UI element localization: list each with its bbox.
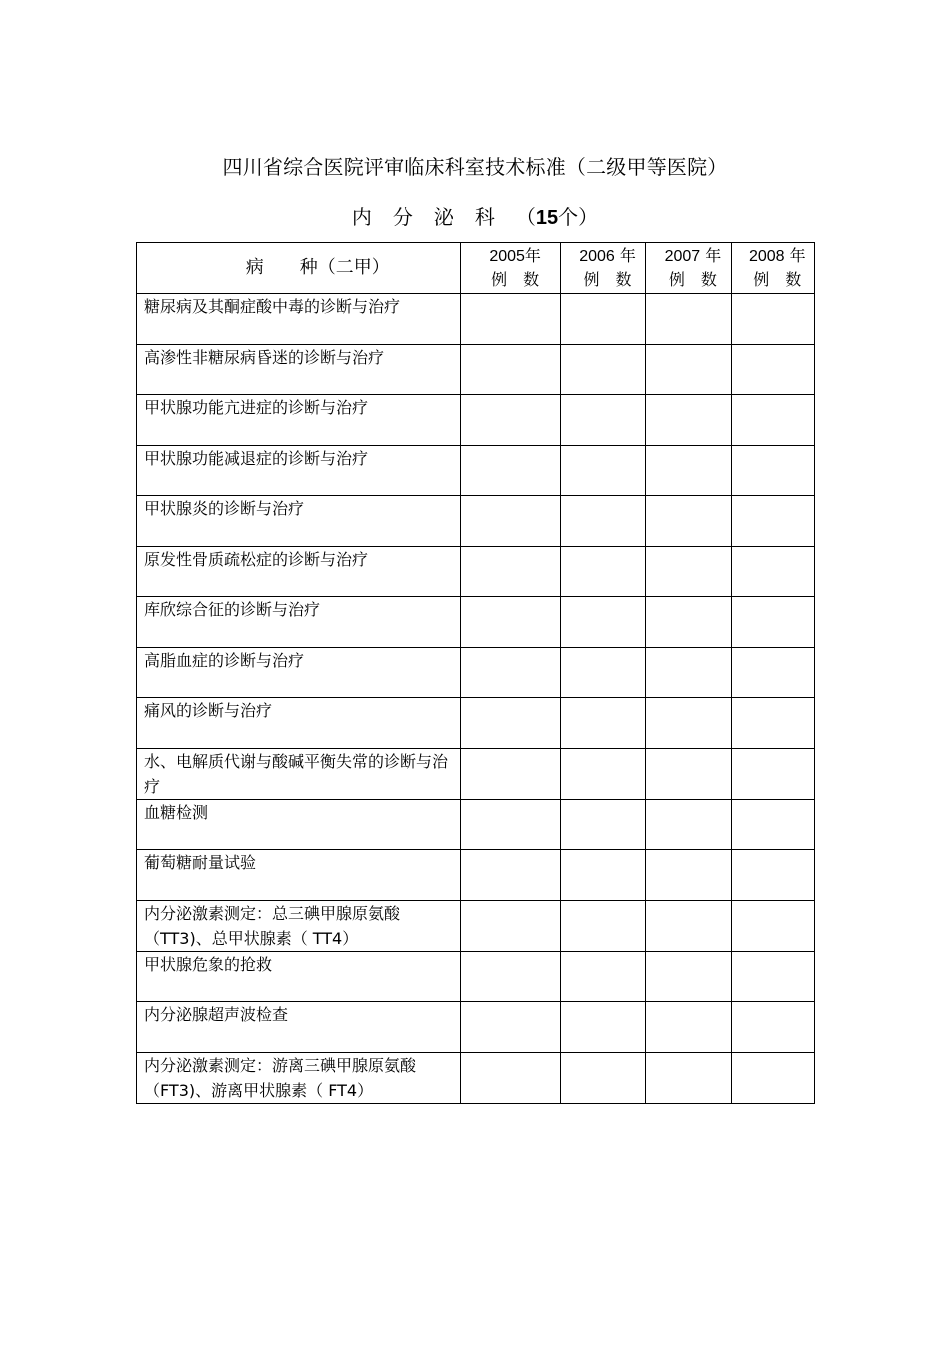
unit-label: 例 数 (491, 270, 540, 289)
unit-label: 例 数 (583, 270, 632, 289)
count-cell-2006 (560, 1052, 645, 1103)
count-suffix: 个） (558, 205, 599, 229)
disease-cell (137, 850, 461, 901)
header-year-2006 (560, 243, 645, 294)
count-cell-2005 (461, 850, 560, 901)
count-cell-2007 (646, 1002, 731, 1053)
count-cell-2005 (461, 445, 560, 496)
disease-name: 库欣综合征的诊断与治疗 (144, 600, 321, 619)
count-cell-2008 (731, 748, 814, 799)
disease-cell (137, 951, 461, 1002)
disease-cell (137, 647, 461, 698)
year-suffix: 年 (524, 246, 541, 265)
count-cell-2007 (646, 748, 731, 799)
count-cell-2008 (731, 647, 814, 698)
disease-table (136, 242, 815, 1104)
count-cell-2005 (461, 546, 560, 597)
header-year-2007 (646, 243, 731, 294)
count-cell-2006 (560, 900, 645, 951)
count-cell-2007 (646, 951, 731, 1002)
disease-name: 血糖检测 (144, 802, 209, 822)
count-cell-2008 (731, 344, 814, 395)
year-label: 2006 (579, 248, 615, 265)
count-cell-2005 (461, 1052, 560, 1103)
count-cell-2007 (646, 546, 731, 597)
count-cell-2007 (646, 496, 731, 547)
count-cell-2007 (646, 344, 731, 395)
disease-cell (137, 344, 461, 395)
count-cell-2007 (646, 1052, 731, 1103)
disease-name: 甲状腺功能亢进症的诊断与治疗 (144, 398, 369, 417)
count-cell-2005 (461, 748, 560, 799)
disease-name: 水、电解质代谢与酸碱平衡失常的诊断与治疗 (144, 751, 449, 796)
count-cell-2005 (461, 799, 560, 850)
count-cell-2006 (560, 647, 645, 698)
table-row (137, 344, 815, 395)
count-cell-2006 (560, 344, 645, 395)
count-cell-2006 (560, 698, 645, 749)
count-cell-2008 (731, 1052, 814, 1103)
count-cell-2006 (560, 546, 645, 597)
table-header-row (137, 243, 815, 294)
table-row (137, 395, 815, 446)
table-row (137, 1002, 815, 1053)
count-cell-2007 (646, 647, 731, 698)
table-row (137, 597, 815, 648)
disease-name: 甲状腺危象的抢救 (144, 954, 273, 974)
count-cell-2005 (461, 496, 560, 547)
count-cell-2008 (731, 951, 814, 1002)
disease-cell (137, 597, 461, 648)
count-cell-2005 (461, 597, 560, 648)
item-count: 15 (535, 207, 559, 229)
header-disease (137, 243, 461, 294)
header-year-2005 (461, 243, 560, 294)
count-cell-2006 (560, 395, 645, 446)
table-row (137, 748, 815, 799)
count-cell-2006 (560, 850, 645, 901)
disease-name: 内分泌激素测定：总三碘甲腺原氨酸（TT3)、总甲状腺素（ TT4） (144, 903, 401, 948)
disease-cell (137, 799, 461, 850)
disease-cell (137, 395, 461, 446)
disease-cell (137, 496, 461, 547)
disease-cell (137, 445, 461, 496)
count-cell-2008 (731, 900, 814, 951)
count-cell-2008 (731, 294, 814, 345)
disease-name: 内分泌激素测定：游离三碘甲腺原氨酸（FT3)、游离甲状腺素（ FT4） (144, 1055, 417, 1100)
year-label: 2005 (489, 248, 525, 265)
count-cell-2007 (646, 395, 731, 446)
count-cell-2008 (731, 1002, 814, 1053)
table-row (137, 951, 815, 1002)
count-cell-2006 (560, 496, 645, 547)
disease-name: 高渗性非糖尿病昏迷的诊断与治疗 (144, 347, 385, 367)
count-cell-2006 (560, 597, 645, 648)
count-cell-2008 (731, 546, 814, 597)
count-cell-2005 (461, 951, 560, 1002)
count-cell-2008 (731, 496, 814, 547)
disease-cell (137, 546, 461, 597)
count-cell-2007 (646, 597, 731, 648)
disease-cell (137, 748, 461, 799)
count-cell-2006 (560, 294, 645, 345)
header-disease-label: 病 种（二甲） (245, 257, 390, 278)
count-cell-2008 (731, 799, 814, 850)
paren-open: （ (515, 205, 536, 229)
year-label: 2008 (748, 248, 785, 265)
disease-name: 高脂血症的诊断与治疗 (144, 650, 305, 670)
table-row (137, 546, 815, 597)
unit-label: 例 数 (668, 270, 717, 289)
count-cell-2008 (731, 597, 814, 648)
count-cell-2005 (461, 900, 560, 951)
disease-name: 痛风的诊断与治疗 (144, 701, 273, 720)
count-cell-2006 (560, 799, 645, 850)
count-cell-2007 (646, 850, 731, 901)
count-cell-2006 (560, 951, 645, 1002)
count-cell-2006 (560, 748, 645, 799)
disease-cell (137, 1052, 461, 1103)
year-suffix: 年 (614, 246, 636, 265)
table-row (137, 1052, 815, 1103)
count-cell-2006 (560, 1002, 645, 1053)
count-cell-2008 (731, 850, 814, 901)
disease-cell (137, 1002, 461, 1053)
table-row (137, 900, 815, 951)
disease-cell (137, 698, 461, 749)
count-cell-2007 (646, 900, 731, 951)
disease-name: 内分泌腺超声波检查 (144, 1005, 289, 1024)
department-name: 内分泌科 (351, 205, 516, 229)
count-cell-2005 (461, 1002, 560, 1053)
count-cell-2008 (731, 698, 814, 749)
disease-name: 原发性骨质疏松症的诊断与治疗 (144, 549, 369, 569)
table-row (137, 496, 815, 547)
count-cell-2005 (461, 395, 560, 446)
disease-cell (137, 900, 461, 951)
disease-name: 葡萄糖耐量试验 (144, 853, 257, 872)
disease-name: 甲状腺功能减退症的诊断与治疗 (144, 448, 369, 468)
count-cell-2006 (560, 445, 645, 496)
disease-name: 甲状腺炎的诊断与治疗 (144, 499, 305, 518)
count-cell-2005 (461, 698, 560, 749)
page-title: 四川省综合医院评审临床科室技术标准（二级甲等医院） (222, 155, 728, 179)
table-body (137, 294, 815, 1104)
count-cell-2005 (461, 344, 560, 395)
count-cell-2007 (646, 445, 731, 496)
disease-cell (137, 294, 461, 345)
unit-label: 例 数 (753, 270, 802, 289)
table-row (137, 850, 815, 901)
count-cell-2005 (461, 294, 560, 345)
count-cell-2008 (731, 395, 814, 446)
table-row (137, 294, 815, 345)
disease-name: 糖尿病及其酮症酸中毒的诊断与治疗 (144, 297, 401, 316)
year-suffix: 年 (784, 246, 806, 265)
header-year-2008 (731, 243, 814, 294)
table-row (137, 647, 815, 698)
year-label: 2007 (664, 248, 701, 265)
count-cell-2007 (646, 294, 731, 345)
year-suffix: 年 (700, 246, 722, 265)
table-row (137, 698, 815, 749)
department-heading (0, 204, 950, 231)
count-cell-2005 (461, 647, 560, 698)
count-cell-2007 (646, 698, 731, 749)
count-cell-2007 (646, 799, 731, 850)
table-row (137, 445, 815, 496)
count-cell-2008 (731, 445, 814, 496)
table-row (137, 799, 815, 850)
